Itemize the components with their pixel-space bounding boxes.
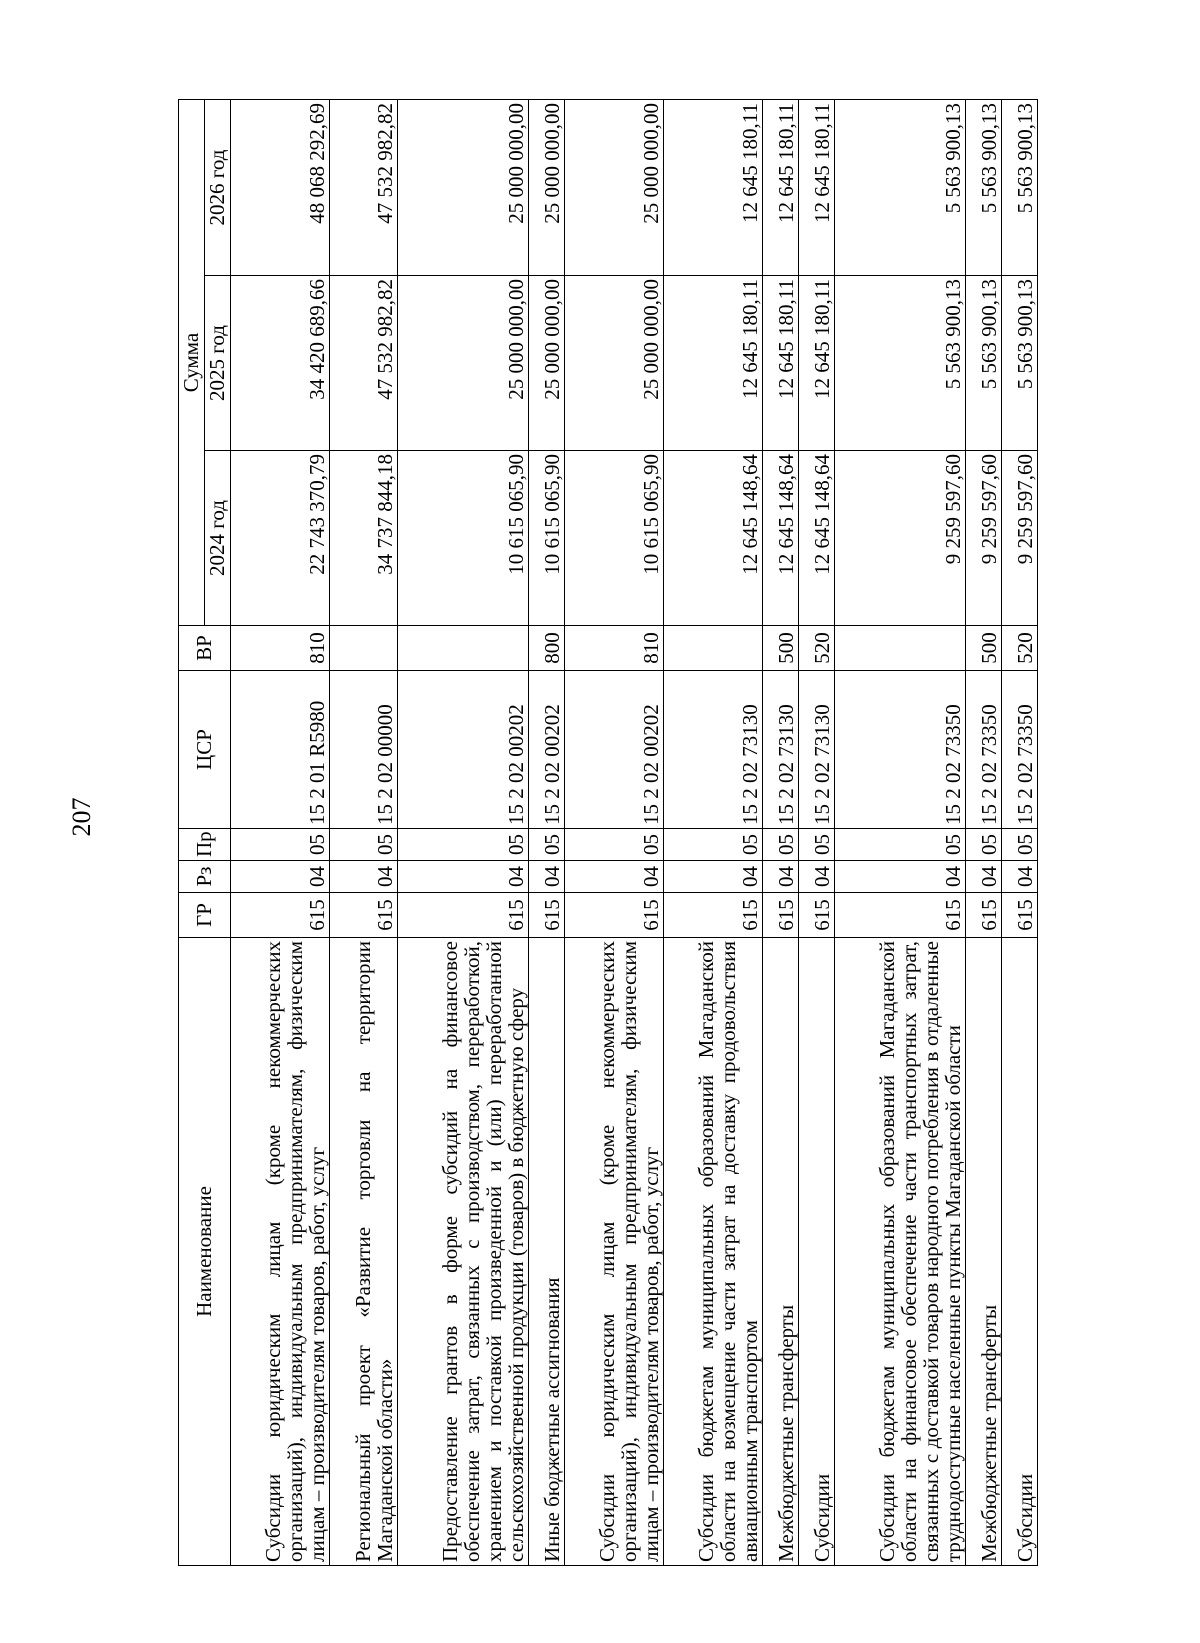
cell-vr: 500 [966,626,1002,671]
cell-rz: 04 [799,861,835,893]
cell-2026: 25 000 000,00 [397,100,528,276]
cell-2025: 25 000 000,00 [528,276,564,451]
cell-name: Субсидии [1001,938,1037,1566]
cell-rz: 04 [966,861,1002,893]
cell-rz: 04 [835,861,966,893]
cell-gr: 615 [397,893,528,938]
cell-vr: 800 [528,626,564,671]
cell-2024: 22 743 370,79 [231,451,330,626]
cell-2026: 5 563 900,13 [1001,100,1037,276]
cell-vr: 520 [1001,626,1037,671]
cell-gr: 615 [564,893,663,938]
cell-pr: 05 [1001,829,1037,861]
cell-csr: 15 2 02 00202 [528,671,564,829]
cell-vr: 810 [564,626,663,671]
cell-gr: 615 [231,893,330,938]
cell-2026: 12 645 180,11 [763,100,799,276]
header-csr: ЦСР [179,671,231,829]
table-row [528,100,564,1566]
cell-2024: 9 259 597,60 [1001,451,1037,626]
cell-2025: 12 645 180,11 [763,276,799,451]
cell-vr: 810 [231,626,330,671]
cell-2026: 5 563 900,13 [966,100,1002,276]
cell-pr: 05 [663,829,762,861]
cell-2026: 25 000 000,00 [564,100,663,276]
cell-csr: 15 2 02 73130 [763,671,799,829]
cell-2026: 12 645 180,11 [663,100,762,276]
cell-pr: 05 [528,829,564,861]
cell-name: Субсидии юридическим лицам (кроме некоммерческих организаций), индивидуальным предпринимателям, физическим лицам – производителям товаров, работ, услуг [564,938,663,1566]
cell-gr: 615 [330,893,398,938]
header-2025: 2025 год [205,276,231,451]
cell-2024: 34 737 844,18 [330,451,398,626]
cell-pr: 05 [564,829,663,861]
cell-2024: 12 645 148,64 [663,451,762,626]
cell-2025: 5 563 900,13 [835,276,966,451]
cell-name: Субсидии бюджетам муниципальных образований Магаданской области на финансовое обеспечение части транспортных затрат, связанных с доставкой товаров народного потребления в отдаленные труднодоступные населенные пункты Магаданской области [835,938,966,1566]
cell-2024: 10 615 065,90 [528,451,564,626]
cell-name: Региональный проект «Развитие торговли на территории Магаданской области» [330,938,398,1566]
cell-rz: 04 [564,861,663,893]
header-name: Наименование [179,938,231,1566]
cell-2024: 10 615 065,90 [397,451,528,626]
cell-2025: 5 563 900,13 [1001,276,1037,451]
cell-gr: 615 [835,893,966,938]
header-rz: Рз [179,861,231,893]
header-sum: Сумма [179,100,205,626]
cell-pr: 05 [763,829,799,861]
header-gr: ГР [179,893,231,938]
table-row [330,100,398,1566]
cell-csr: 15 2 02 00000 [330,671,398,829]
cell-rz: 04 [231,861,330,893]
table-row [231,100,330,1566]
table-row [799,100,835,1566]
cell-rz: 04 [763,861,799,893]
table-row [663,100,762,1566]
cell-2026: 12 645 180,11 [799,100,835,276]
header-vr: ВР [179,626,231,671]
cell-csr: 15 2 02 73350 [835,671,966,829]
page-number: 207 [67,797,96,837]
header-2024: 2024 год [205,451,231,626]
cell-vr [397,626,528,671]
cell-rz: 04 [528,861,564,893]
cell-rz: 04 [663,861,762,893]
cell-2025: 34 420 689,66 [231,276,330,451]
cell-gr: 615 [1001,893,1037,938]
cell-2026: 25 000 000,00 [528,100,564,276]
cell-csr: 15 2 02 73350 [966,671,1002,829]
cell-2025: 12 645 180,11 [663,276,762,451]
cell-rz: 04 [1001,861,1037,893]
cell-vr [663,626,762,671]
cell-name: Межбюджетные трансферты [966,938,1002,1566]
cell-2025: 25 000 000,00 [564,276,663,451]
cell-2025: 47 532 982,82 [330,276,398,451]
cell-pr: 05 [231,829,330,861]
cell-2026: 47 532 982,82 [330,100,398,276]
cell-2024: 12 645 148,64 [763,451,799,626]
cell-csr: 15 2 02 73130 [799,671,835,829]
cell-name: Субсидии юридическим лицам (кроме некоммерческих организаций), индивидуальным предпринимателям, физическим лицам – производителям товаров, работ, услуг [231,938,330,1566]
cell-2024: 9 259 597,60 [966,451,1002,626]
cell-gr: 615 [763,893,799,938]
header-pr: Пр [179,829,231,861]
table-row [763,100,799,1566]
cell-rz: 04 [397,861,528,893]
cell-2025: 12 645 180,11 [799,276,835,451]
cell-vr [330,626,398,671]
cell-2026: 48 068 292,69 [231,100,330,276]
cell-2025: 5 563 900,13 [966,276,1002,451]
cell-2024: 9 259 597,60 [835,451,966,626]
cell-csr: 15 2 02 00202 [564,671,663,829]
table-row [397,100,528,1566]
cell-csr: 15 2 01 R5980 [231,671,330,829]
table-row [1001,100,1037,1566]
cell-csr: 15 2 02 00202 [397,671,528,829]
table-body [231,100,1038,1566]
cell-gr: 615 [663,893,762,938]
table-row [564,100,663,1566]
cell-2024: 12 645 148,64 [799,451,835,626]
cell-rz: 04 [330,861,398,893]
cell-csr: 15 2 02 73130 [663,671,762,829]
cell-gr: 615 [966,893,1002,938]
table-row [966,100,1002,1566]
cell-gr: 615 [799,893,835,938]
rotated-table-container [178,100,1038,1566]
cell-pr: 05 [397,829,528,861]
cell-name: Межбюджетные трансферты [763,938,799,1566]
cell-name: Иные бюджетные ассигнования [528,938,564,1566]
cell-pr: 05 [966,829,1002,861]
cell-name: Субсидии бюджетам муниципальных образований Магаданской области на возмещение части затрат на доставку продовольствия авиационным транспортом [663,938,762,1566]
header-2026: 2026 год [205,100,231,276]
cell-vr: 500 [763,626,799,671]
table-row [835,100,966,1566]
cell-pr: 05 [799,829,835,861]
cell-2024: 10 615 065,90 [564,451,663,626]
cell-name: Субсидии [799,938,835,1566]
cell-pr: 05 [835,829,966,861]
table-header [179,100,231,1566]
cell-vr: 520 [799,626,835,671]
cell-gr: 615 [528,893,564,938]
cell-vr [835,626,966,671]
cell-2026: 5 563 900,13 [835,100,966,276]
cell-name: Предоставление грантов в форме субсидий на финансовое обеспечение затрат, связанных с производством, переработкой, хранением и поставкой произведенной и (или) переработанной сельскохозяйственной продукции (товаров) в бюджетную сферу [397,938,528,1566]
budget-table [178,99,1038,1566]
cell-2025: 25 000 000,00 [397,276,528,451]
cell-pr: 05 [330,829,398,861]
cell-csr: 15 2 02 73350 [1001,671,1037,829]
